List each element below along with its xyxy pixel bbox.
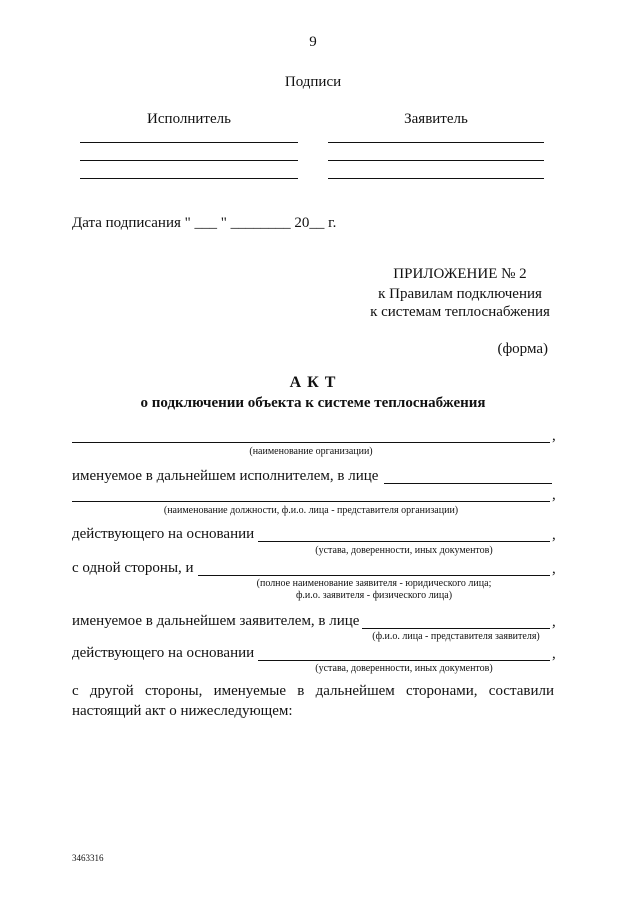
executor-signature-line-2[interactable]	[80, 160, 298, 161]
acting-basis-field-2[interactable]	[258, 660, 550, 661]
position-caption: (наименование должности, ф.и.о. лица - представителя организации)	[163, 505, 459, 516]
page-number: 9	[309, 34, 317, 50]
acting-basis-text-2: действующего на основании	[72, 645, 255, 661]
appendix-line-1: к Правилам подключения	[378, 286, 542, 302]
position-field[interactable]	[72, 501, 550, 502]
act-title: А К Т	[289, 374, 337, 391]
basis-caption: (устава, доверенности, иных документов)	[315, 545, 493, 556]
applicant-person-field[interactable]	[362, 628, 550, 629]
executor-label: Исполнитель	[147, 111, 231, 127]
executor-signature-line-1[interactable]	[80, 142, 298, 143]
comma: ,	[552, 614, 556, 630]
appendix-line-2: к системам теплоснабжения	[370, 304, 550, 320]
act-subtitle: о подключении объекта к системе теплоснабжения	[140, 395, 486, 411]
acting-basis-text: действующего на основании	[72, 526, 255, 542]
comma: ,	[552, 646, 556, 662]
applicant-caption-1: (полное наименование заявителя - юридического лица;	[256, 578, 492, 589]
applicant-person-text: именуемое в дальнейшем заявителем, в лице	[72, 613, 360, 629]
applicant-label: Заявитель	[404, 111, 468, 127]
applicant-rep-caption: (ф.и.о. лица - представителя заявителя)	[372, 631, 540, 642]
signing-date: Дата подписания " ___ " ________ 20__ г.	[72, 215, 337, 231]
signatures-title: Подписи	[284, 74, 342, 90]
applicant-name-field[interactable]	[198, 575, 550, 576]
acting-basis-field[interactable]	[258, 541, 550, 542]
comma: ,	[552, 561, 556, 577]
applicant-signature-line-1[interactable]	[328, 142, 544, 143]
applicant-signature-line-3[interactable]	[328, 178, 544, 179]
executor-person-text: именуемое в дальнейшем исполнителем, в лице	[72, 468, 379, 484]
organization-name-field[interactable]	[72, 442, 550, 443]
applicant-signature-line-2[interactable]	[328, 160, 544, 161]
appendix-title: ПРИЛОЖЕНИЕ № 2	[393, 266, 527, 282]
closing-line-2: настоящий акт о нижеследующем:	[72, 703, 293, 719]
executor-signature-line-3[interactable]	[80, 178, 298, 179]
comma: ,	[552, 428, 556, 444]
closing-line-1: с другой стороны, именуемые в дальнейшем сторонами, составили	[72, 683, 554, 699]
one-side-text: с одной стороны, и	[72, 560, 194, 576]
document-code: 3463316	[72, 853, 104, 863]
basis-caption-2: (устава, доверенности, иных документов)	[315, 663, 493, 674]
applicant-caption-2: ф.и.о. заявителя - физического лица)	[295, 590, 453, 601]
comma: ,	[552, 487, 556, 503]
organization-name-caption: (наименование организации)	[249, 446, 373, 457]
executor-person-field[interactable]	[384, 483, 552, 484]
comma: ,	[552, 527, 556, 543]
form-label: (форма)	[497, 341, 548, 357]
